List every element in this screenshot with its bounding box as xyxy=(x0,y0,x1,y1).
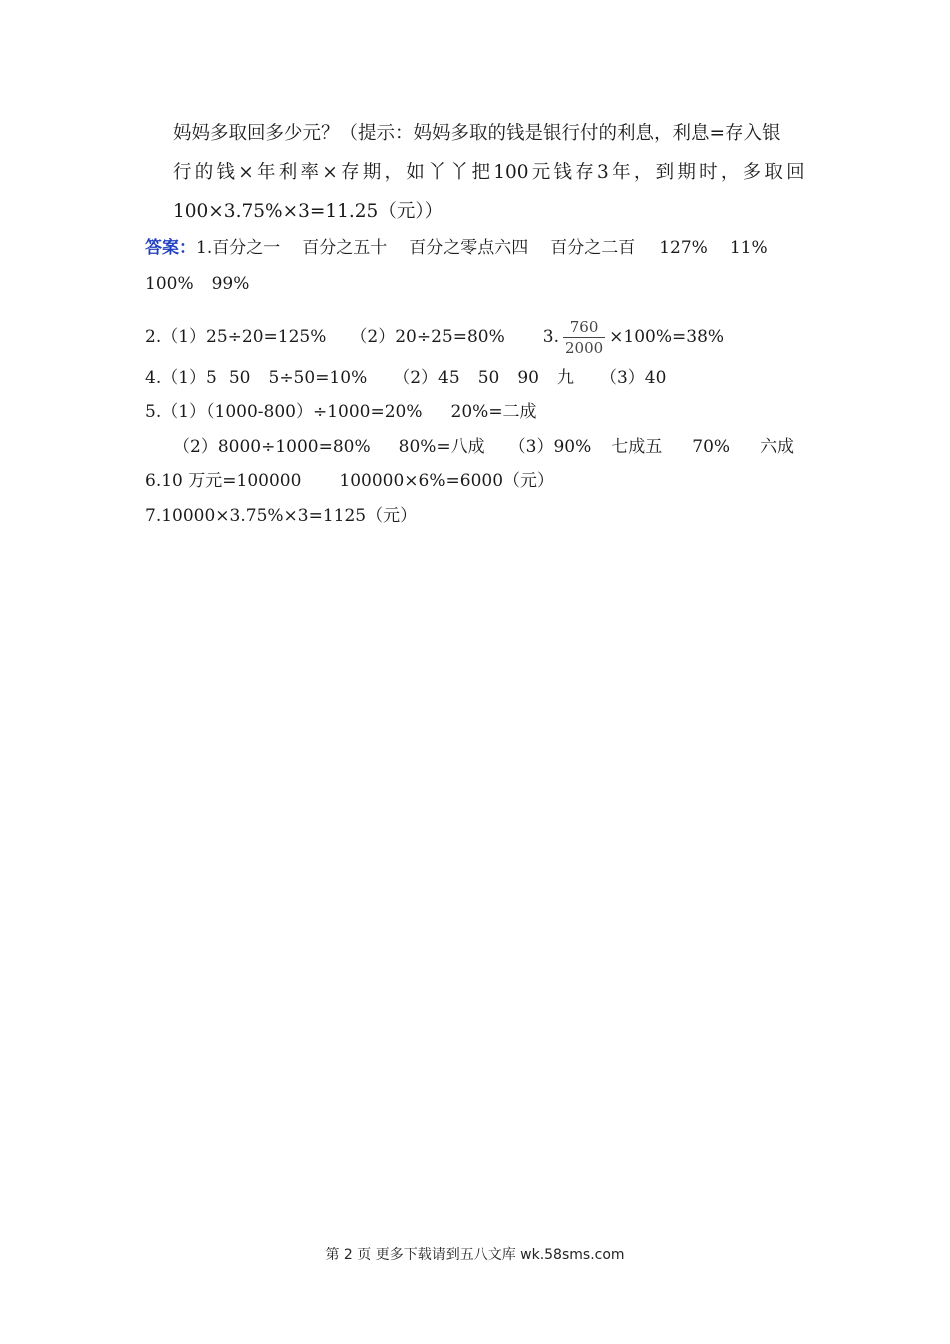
hint-line-1: 妈妈多取回多少元？（提示：妈妈多取的钱是银行付的利息，利息=存入银 xyxy=(173,123,781,144)
answer-6-part: 6.10 万元=100000 xyxy=(145,471,302,491)
hint-line-2-char: 到 xyxy=(655,162,675,183)
hint-line-2-char: 回 xyxy=(786,162,805,183)
answer-1-item: 百分之一 xyxy=(212,238,281,258)
hint-line-2-char: × xyxy=(322,162,338,183)
answer-5-line-2 xyxy=(173,435,794,459)
hint-line-2-char: 丫 xyxy=(449,162,469,183)
answer-5-part: 70% xyxy=(692,437,731,457)
hint-line-2-char: ， xyxy=(633,162,653,183)
hint-line-2-char: 钱 xyxy=(216,162,236,183)
page-footer: 第 2 页 更多下载请到五八文库 wk.58sms.com xyxy=(325,1247,625,1263)
hint-line-2-char: 元 xyxy=(531,162,551,183)
answer-1-item: 百分之零点六四 xyxy=(409,238,529,258)
answer-5-part: （3）90% xyxy=(508,437,592,457)
answer-1-item: 127% xyxy=(659,238,708,258)
answer-5-part: 七成五 xyxy=(611,437,663,457)
hint-line-2-char: 钱 xyxy=(553,162,573,183)
answer-4-part: 50 xyxy=(477,368,500,388)
answer-4-part: （3）40 xyxy=(599,368,667,388)
answer-2-part: 2.（1）25÷20=125% xyxy=(145,327,327,347)
hint-line-2-char: × xyxy=(238,162,254,183)
answer-5-part: 六成 xyxy=(760,437,795,457)
answer-4-part: 4.（1）5 xyxy=(145,368,217,388)
hint-line-2-char: 3 xyxy=(597,162,609,183)
answer-2-part: （2）20÷25=80% xyxy=(350,327,505,347)
hint-line-2-char: 的 xyxy=(194,162,214,183)
hint-line-2-char: 利 xyxy=(278,162,298,183)
answer-5-line-1 xyxy=(145,400,537,424)
answer-6-line xyxy=(145,469,554,493)
answer-6-part: 100000×6%=6000（元） xyxy=(339,471,555,491)
answer-1-item: 100% xyxy=(145,274,194,294)
answer-1-item: 百分之二百 xyxy=(550,238,636,258)
hint-line-2-char: 100 xyxy=(493,162,529,183)
hint-line-2-char: 取 xyxy=(764,162,783,183)
answer-2-3-line xyxy=(145,318,724,357)
hint-line-2-char: 期 xyxy=(362,162,382,183)
hint-line-2-char: 年 xyxy=(257,162,276,183)
answer-5-part: 20%=二成 xyxy=(450,402,537,422)
hint-line-2 xyxy=(173,161,805,185)
fraction-denominator: 2000 xyxy=(564,339,604,357)
answer-1-item: 11% xyxy=(729,238,768,258)
fraction-numerator: 760 xyxy=(569,318,599,336)
answer-5-part: 80%=八成 xyxy=(398,437,485,457)
hint-line-2-char: 多 xyxy=(742,162,762,183)
answer-1-prefix: 1. xyxy=(196,238,213,258)
answer-5-part: （2）8000÷1000=80% xyxy=(173,437,371,457)
hint-line-2-char: 存 xyxy=(575,162,594,183)
hint-line-2-char: 率 xyxy=(300,162,320,183)
hint-line-2-char: 丫 xyxy=(428,162,447,183)
answer-label: 答案： xyxy=(145,238,196,258)
answer-3-prefix: 3. xyxy=(542,327,559,347)
answer-1-line xyxy=(145,236,768,260)
hint-line-2-char: 期 xyxy=(677,162,696,183)
answer-4-part: 5÷50=10% xyxy=(268,368,368,388)
answer-4-part: （2）45 xyxy=(393,368,460,388)
answer-1-item: 99% xyxy=(211,274,250,294)
answer-1-cont-line xyxy=(145,272,249,296)
answer-7-line: 7.10000×3.75%×3=1125（元） xyxy=(145,506,418,526)
answer-1-item: 百分之五十 xyxy=(302,238,388,258)
answer-4-part: 90 xyxy=(517,368,539,388)
hint-line-2-char: 把 xyxy=(471,162,491,183)
answer-3-fraction xyxy=(563,318,605,357)
answer-4-part: 九 xyxy=(556,368,574,388)
hint-line-2-char: 年 xyxy=(612,162,631,183)
answer-3-suffix: ×100%=38% xyxy=(609,327,725,347)
answer-4-part: 50 xyxy=(228,368,251,388)
hint-line-3: 100×3.75%×3=11.25（元）） xyxy=(173,201,444,222)
hint-line-2-char: 时 xyxy=(699,162,718,183)
hint-line-2-char: 如 xyxy=(406,162,425,183)
answer-4-line xyxy=(145,366,666,390)
hint-line-2-char: 行 xyxy=(173,162,192,183)
hint-line-2-char: ， xyxy=(384,162,404,183)
answer-5-part: 5.（1）（1000-800）÷1000=20% xyxy=(145,402,423,422)
hint-line-2-char: 存 xyxy=(341,162,360,183)
hint-line-2-char: ， xyxy=(720,162,740,183)
